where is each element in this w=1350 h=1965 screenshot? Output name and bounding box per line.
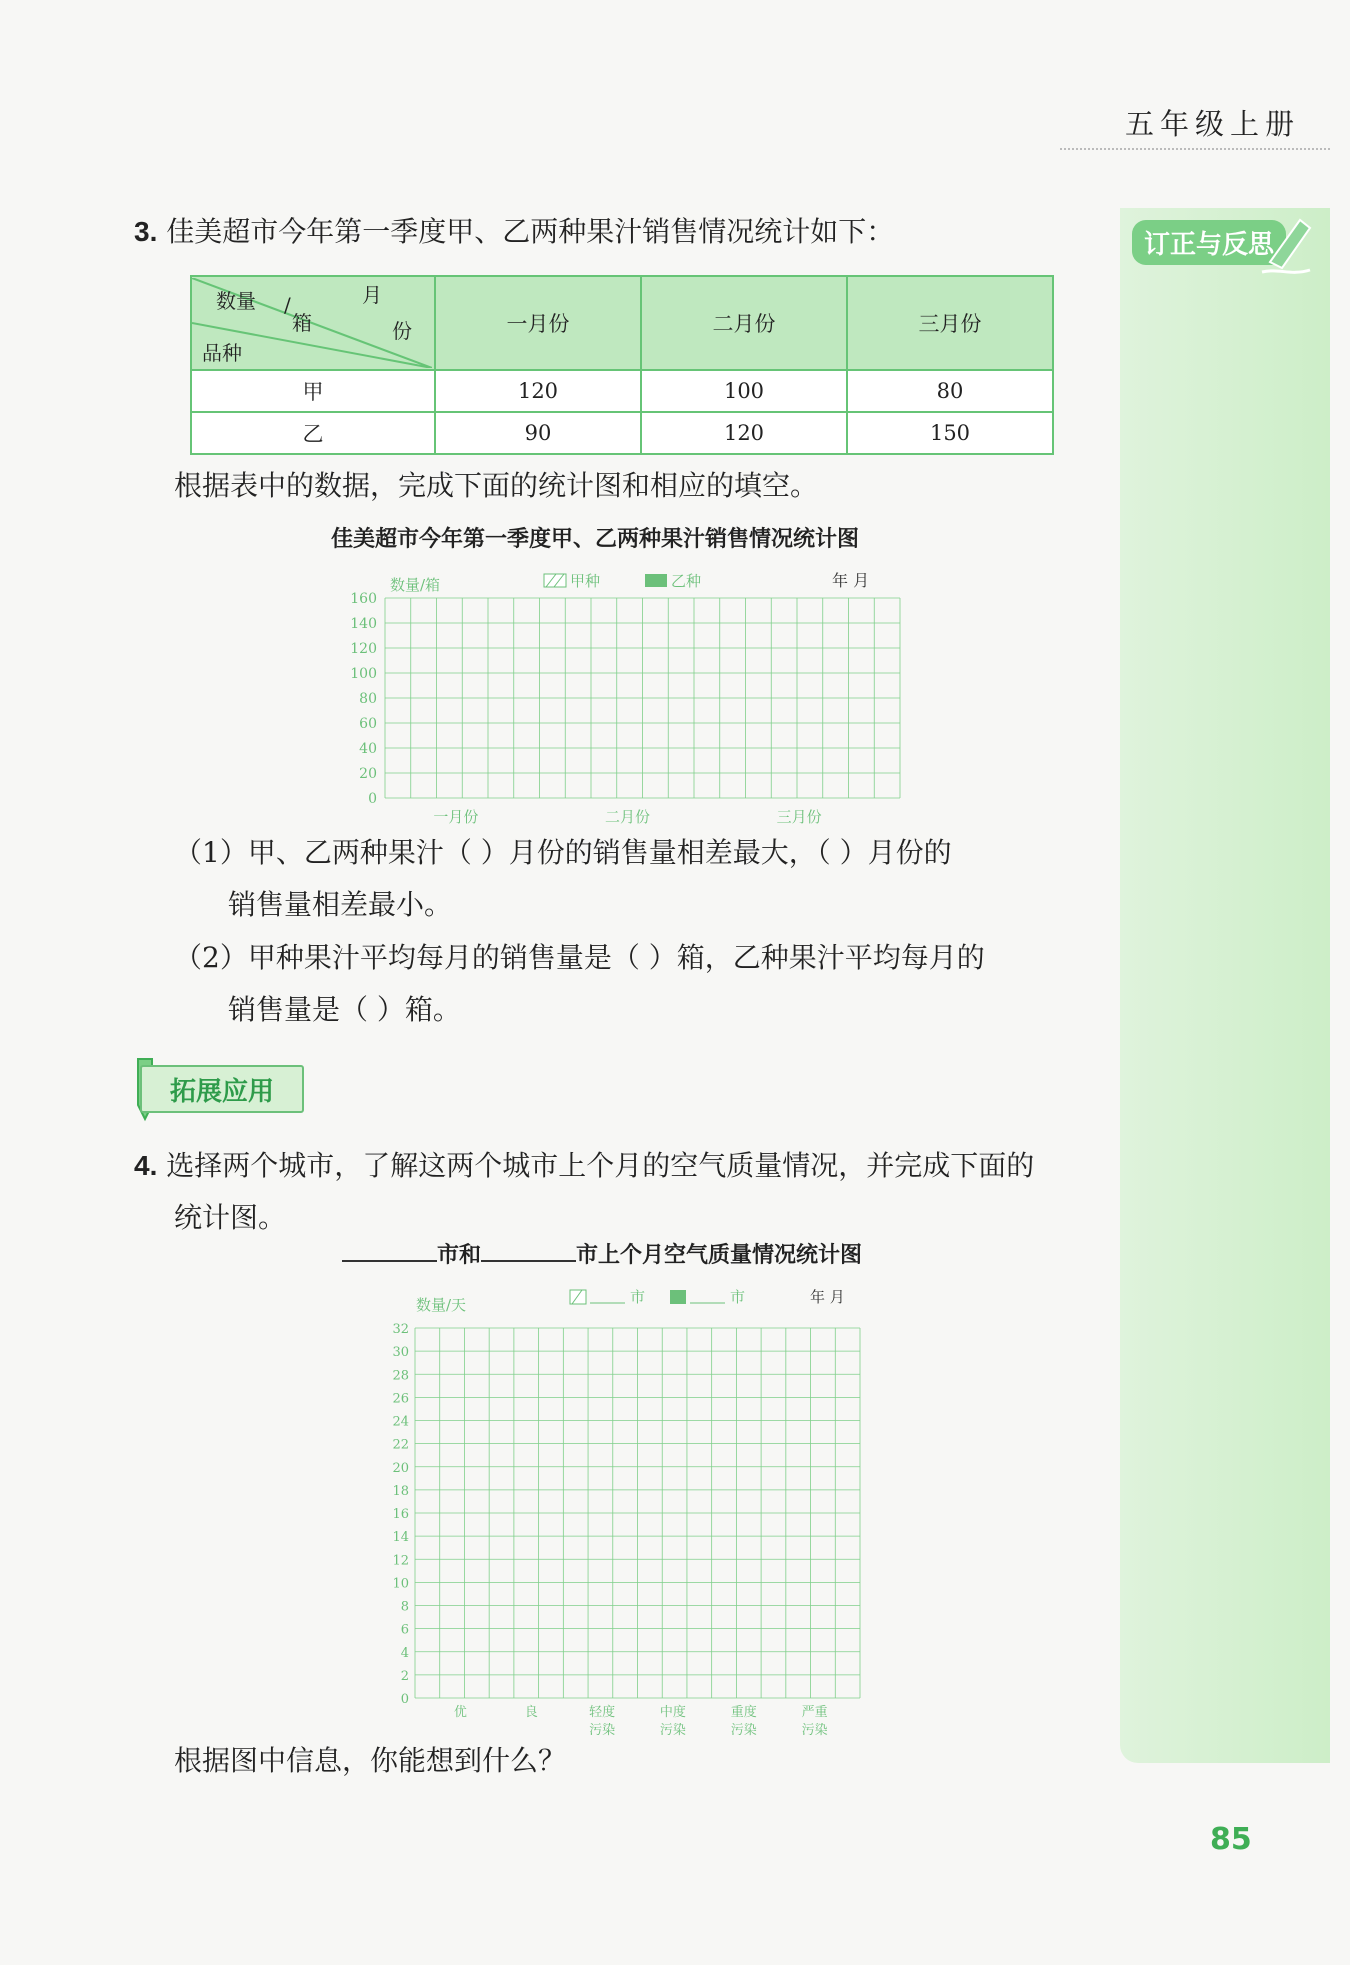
y-tick-label: 120 [350, 641, 377, 657]
section-badge [140, 1065, 304, 1113]
x-tick-label: 污染 [659, 1723, 686, 1738]
x-tick-label: 重度 [730, 1705, 757, 1720]
y-tick-label: 60 [359, 716, 377, 732]
y-tick-label: 20 [359, 766, 377, 782]
column-header: 二月份 [641, 276, 847, 370]
column-header: 三月份 [847, 276, 1053, 370]
question-number: 3. [134, 216, 158, 247]
chart2-y-axis-label: 数量/天 [416, 1296, 467, 1314]
correction-side-panel [1120, 208, 1330, 1763]
chart2-title-part: 市上个月空气质量情况统计图 [576, 1243, 863, 1268]
y-tick-label: 160 [350, 591, 377, 607]
juice-sales-chart [340, 560, 910, 830]
y-tick-label: 100 [350, 666, 377, 682]
x-tick-label: 二月份 [604, 808, 651, 826]
question-number: 4. [134, 1150, 158, 1181]
y-tick-label: 40 [359, 741, 377, 757]
table-corner-header [191, 276, 435, 370]
corner-month-label: 月 [362, 283, 382, 307]
chart1-y-axis-label: 数量/箱 [390, 576, 441, 594]
y-tick-label: 32 [392, 1322, 409, 1337]
y-tick-label: 80 [359, 691, 377, 707]
x-tick-label: 三月份 [776, 808, 822, 826]
x-tick-label: 污染 [589, 1723, 616, 1738]
y-tick-label: 20 [392, 1460, 409, 1476]
x-tick-label: 一月份 [433, 808, 479, 826]
chart1-grid [385, 598, 900, 798]
y-tick-label: 12 [392, 1553, 409, 1569]
page-number: 85 [1210, 1822, 1252, 1857]
y-tick-label: 0 [368, 791, 377, 807]
sub-question-1-cont: 销售量相差最小。 [228, 888, 453, 921]
question-4 [134, 1140, 1034, 1192]
y-tick-label: 8 [400, 1599, 409, 1615]
chart2-title [342, 1238, 862, 1269]
side-panel-title: 订正与反思 [1132, 220, 1286, 265]
question-text: 佳美超市今年第一季度甲、乙两种果汁销售情况统计如下： [166, 215, 895, 248]
legend-label: 市 [630, 1288, 646, 1306]
date-label: 年 月 [810, 1288, 845, 1306]
chart1-title: 佳美超市今年第一季度甲、乙两种果汁销售情况统计图 [330, 527, 859, 552]
x-tick-label: 污染 [730, 1723, 757, 1738]
header-divider [1060, 148, 1330, 150]
chart2-grid [415, 1328, 860, 1698]
legend-swatch-solid [645, 574, 667, 587]
sub-question-2-cont: 销售量是（ ）箱。 [228, 993, 461, 1026]
y-tick-label: 18 [392, 1483, 409, 1499]
x-tick-label: 优 [453, 1705, 467, 1720]
legend-label: 甲种 [570, 572, 601, 590]
y-tick-label: 4 [400, 1645, 409, 1661]
y-tick-label: 140 [350, 616, 377, 632]
question-3 [134, 206, 894, 258]
city-blank[interactable] [342, 1242, 437, 1262]
table-row [191, 412, 1053, 454]
legend-swatch-solid [670, 1290, 686, 1304]
table-cell: 120 [435, 370, 641, 412]
y-tick-label: 26 [392, 1391, 409, 1407]
legend-label: 乙种 [671, 572, 702, 590]
chart2-title-part: 市和 [437, 1243, 482, 1268]
table-row [191, 370, 1053, 412]
table-cell: 90 [435, 412, 641, 454]
sales-table [190, 275, 1054, 455]
table-cell: 120 [641, 412, 847, 454]
x-tick-label: 轻度 [589, 1705, 616, 1720]
corner-slash: / [284, 293, 291, 317]
grade-label: 五年级上册 [1124, 107, 1300, 141]
legend-swatch-hatched [570, 1290, 586, 1304]
corner-variety-label: 品种 [202, 341, 242, 365]
pencil-icon [1260, 212, 1320, 282]
x-tick-label: 污染 [801, 1723, 828, 1738]
y-tick-label: 22 [392, 1437, 409, 1453]
y-tick-label: 16 [392, 1507, 409, 1522]
q3-instruction: 根据表中的数据，完成下面的统计图和相应的填空。 [174, 469, 819, 502]
corner-box-label: 箱 [292, 311, 312, 335]
air-quality-chart [380, 1280, 890, 1740]
x-tick-label: 中度 [659, 1705, 686, 1720]
y-tick-label: 24 [392, 1414, 409, 1430]
column-header: 一月份 [435, 276, 641, 370]
q4-conclusion: 根据图中信息，你能想到什么？ [174, 1744, 567, 1777]
y-tick-label: 6 [400, 1622, 409, 1638]
x-tick-label: 良 [524, 1705, 538, 1720]
table-cell: 80 [847, 370, 1053, 412]
x-tick-label: 严重 [801, 1705, 828, 1720]
y-tick-label: 10 [392, 1576, 409, 1592]
table-cell: 150 [847, 412, 1053, 454]
sub-question-1: （1）甲、乙两种果汁（ ）月份的销售量相差最大，（ ）月份的 [174, 836, 952, 869]
date-label: 年 月 [832, 571, 870, 590]
y-tick-label: 2 [400, 1668, 409, 1684]
y-tick-label: 28 [392, 1368, 409, 1384]
section-title: 拓展应用 [170, 1077, 275, 1107]
y-tick-label: 30 [392, 1345, 409, 1361]
corner-fen-label: 份 [392, 319, 412, 343]
corner-quantity-label: 数量 [216, 289, 256, 313]
row-header: 甲 [191, 370, 435, 412]
question-text: 选择两个城市，了解这两个城市上个月的空气质量情况，并完成下面的 [166, 1149, 1035, 1182]
table-cell: 100 [641, 370, 847, 412]
sub-question-2: （2）甲种果汁平均每月的销售量是（ ）箱，乙种果汁平均每月的 [174, 941, 985, 974]
y-tick-label: 14 [392, 1530, 409, 1546]
row-header: 乙 [191, 412, 435, 454]
city-blank[interactable] [481, 1242, 576, 1262]
y-tick-label: 0 [400, 1692, 409, 1707]
legend-label: 市 [730, 1288, 746, 1306]
question-4-cont: 统计图。 [174, 1201, 287, 1234]
